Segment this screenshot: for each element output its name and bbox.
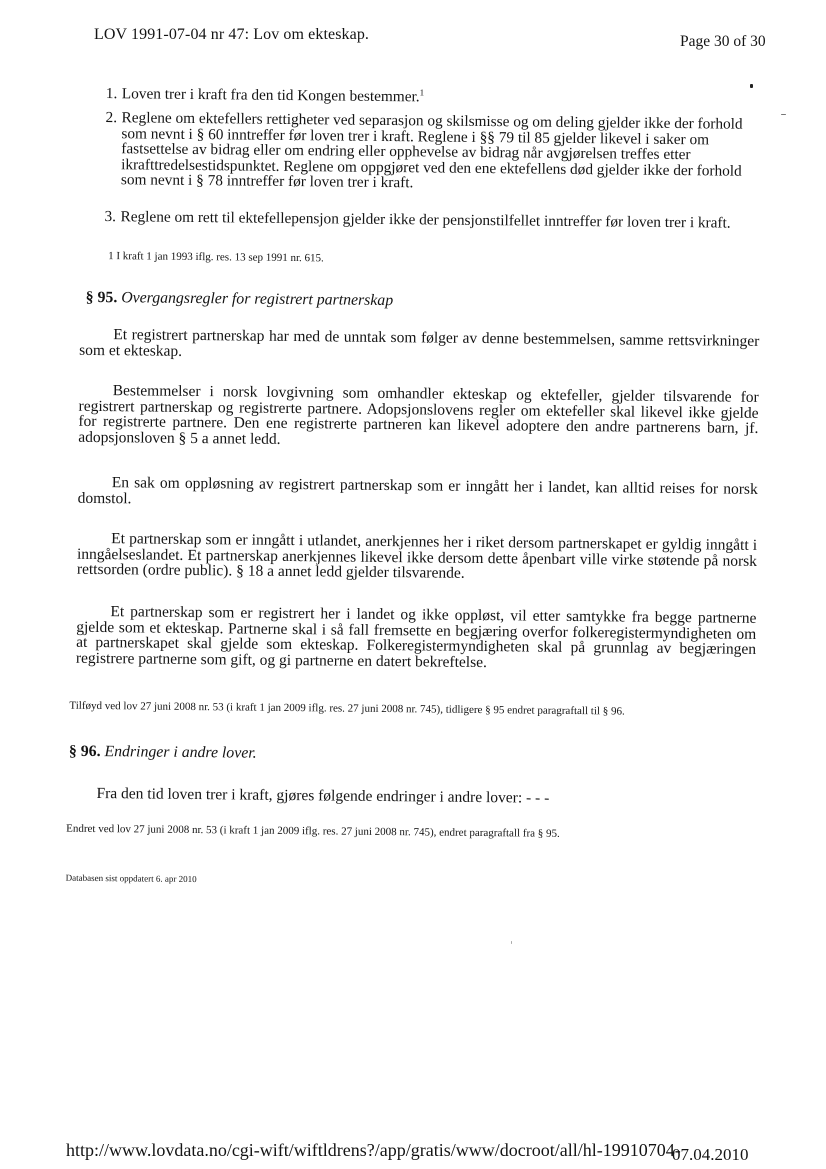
document-header-title: LOV 1991-07-04 nr 47: Lov om ekteskap.	[94, 26, 370, 43]
section-95-amendment-note: Tilføyd ved lov 27 juni 2008 nr. 53 (i kraft 1 jan 2009 iflg. res. 27 juni 2008 nr. 745), tidligere § 95 endret paragraftall til § 96.	[69, 699, 625, 718]
footnote-ref: 1	[419, 87, 425, 98]
section-number: § 95.	[85, 288, 118, 307]
footnote-text: 1 I kraft 1 jan 1993 iflg. res. 13 sep 1991 nr. 615.	[108, 250, 324, 265]
footer-source-url: http://www.lovdata.no/cgi-wift/wiftldrens?/app/gratis/www/docroot/all/hl-19910704-	[66, 1140, 681, 1160]
section-95-paragraph-5: Et partnerskap som er registrert her i landet og ikke oppløst, vil etter samtykke fra begge partnerne gjelde som et ekteskap. Partnerne skal i så fall fremsette en begjæring overfor folkeregistermyndigheten om at partnerskapet skal gjelde som ekteskap. Folkeregistermyndigheten skal på grunnlag av begjæringen registrere partnerne som gift, og gi partnerne en datert bekreftelse.	[75, 603, 757, 671]
section-95-paragraph-1: Et registrert partnerskap har med de unntak som følger av denne bestemmelsen, samme rettsvirkninger som et ekteskap.	[79, 326, 760, 360]
list-item-number: 1.	[105, 85, 118, 103]
list-item-1	[106, 86, 756, 108]
page-number-label: Page 30 of 30	[680, 33, 766, 50]
list-item-3	[104, 209, 754, 231]
section-95-heading	[86, 289, 394, 310]
list-item-text: Reglene om rett til ektefellepensjon gjelder ikke der pensjonstilfellet inntreffer før loven trer i kraft.	[120, 208, 731, 232]
list-item-number: 2.	[105, 109, 118, 127]
section-95-paragraph-2: Bestemmelser i norsk lovgivning som omhandler ekteskap og ektefeller, gjelder tilsvarende for registrert partnerskap og registrerte partnere. Adopsjonslovens regler om ektefeller skal likevel ikke gjelde for registrerte partnere. Den ene registrerte partneren kan likevel adoptere den andre partnerens barn, jf. adopsjonsloven § 5 a annet ledd.	[78, 382, 759, 448]
list-item-2	[105, 110, 756, 194]
list-item-number: 3.	[104, 208, 117, 226]
section-title: Endringer i andre lover.	[104, 743, 257, 762]
section-number: § 96.	[68, 742, 101, 761]
database-updated-note: Databasen sist oppdatert 6. apr 2010	[65, 872, 197, 885]
list-item-text	[106, 86, 756, 108]
footer-print-date: 07.04.2010	[672, 1145, 749, 1164]
section-95-paragraph-3: En sak om oppløsning av registrert partnerskap som er inngått her i landet, kan alltid reises for norsk domstol.	[77, 474, 758, 507]
scan-speck	[511, 941, 512, 944]
list-item-text: Reglene om ektefellers rettigheter ved separasjon og skilsmisse og om deling gjelder ikke der forhold som nevnt i § 60 inntreffer før loven trer i kraft. Reglene i §§ 79 til 85 gjelder likevel i saker om fastsettelse av bidrag eller om endring eller opphevelse av bidrag når avgjørelsen treffes etter ikrafttredelsestidspunktet. Reglene om oppgjøret ved den ene ektefellens død gjelder ikke der forhold som nevnt i § 78 inntreffer før loven trer i kraft.	[120, 109, 743, 192]
section-96-paragraph: Fra den tid loven trer i kraft, gjøres følgende endringer i andre lover: - - -	[96, 785, 550, 807]
section-title: Overgangsregler for registrert partnerskap	[121, 289, 394, 310]
list-item-text-content: Loven trer i kraft fra den tid Kongen bestemmer.	[121, 85, 420, 106]
scan-speck	[750, 84, 753, 88]
section-96-heading	[69, 743, 257, 763]
scan-speck	[781, 114, 786, 115]
section-96-amendment-note: Endret ved lov 27 juni 2008 nr. 53 (i kraft 1 jan 2009 iflg. res. 27 juni 2008 nr. 745), endret paragraftall fra § 95.	[66, 822, 560, 840]
section-95-paragraph-4: Et partnerskap som er inngått i utlandet, anerkjennes her i riket dersom partnerskapet er gyldig inngått i inngåelseslandet. Et partnerskap anerkjennes likevel ikke dersom dette åpenbart ville virke støtende på norsk rettsorden (ordre public). § 18 a annet ledd gjelder tilsvarende.	[76, 530, 758, 583]
